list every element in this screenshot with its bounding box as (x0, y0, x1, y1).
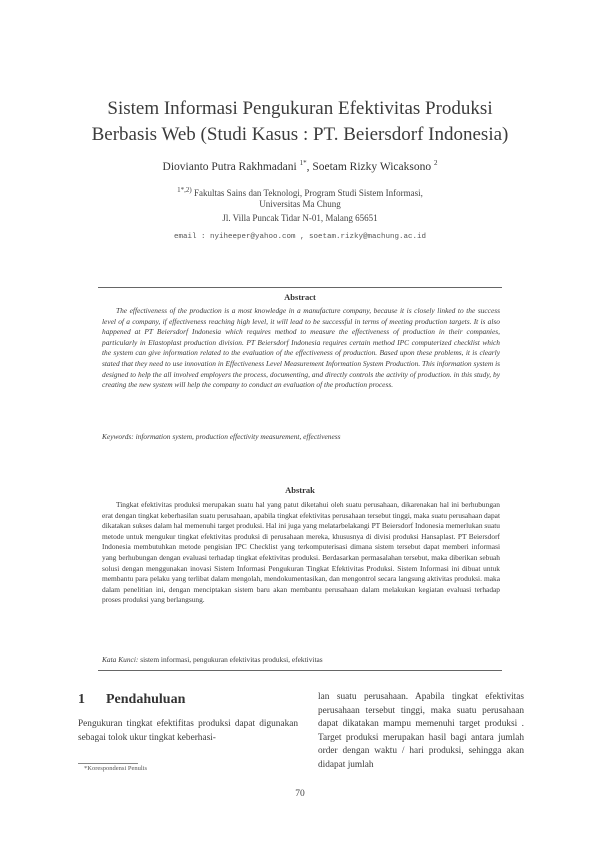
abstract-bottom-rule (98, 670, 502, 671)
title-line-2: Berbasis Web (Studi Kasus : PT. Beiersdorf Indonesia) (91, 124, 509, 145)
affiliation-line-1 (40, 184, 560, 199)
abstract-english-body: The effectiveness of the production is a most knowledge in a manufacture company, because it is closely linked to the success level of a company, if effectiveness reaching high level, it will lead to be successful in terms of meeting production targets. It is also happened at PT Beiersdorf Indonesia which requires method to measure the effectiveness of production in their companies, particularly in Elastoplast production division. PT Beiersdorf Indonesia requires certain method IPC computerized checklist which the system can give information related to the evaluation of the effectiveness of production. Based upon these problems, it is clearly stated that they need to use innovation in Effectiveness Level Measurement Information System Production. This information system is designed to help the all involved employers the process, documenting, and directly controls the activity of production. in this study, by creating the new system will help the company to conduct an evaluation of the production process. (102, 306, 500, 390)
affiliation-faculty: Fakultas Sains dan Teknologi, Program Studi Sistem Informasi, (193, 188, 423, 198)
abstrak-heading: Abstrak (285, 485, 315, 495)
left-column-text: Pengukuran tingkat efektifitas produksi dapat digunakan sebagai tolok ukur tingkat keberhasi- (78, 719, 298, 743)
author-list (40, 159, 560, 173)
author-2: Soetam Rizky Wicaksono (312, 160, 432, 173)
keywords-indonesian (102, 655, 500, 664)
right-column-text: lan suatu perusahaan. Apabila tingkat efektivitas perusahaan tersebut tinggi, maka suatu perusahaan dapat dikatakan mampu memenuhi target produksi . Target produksi merupakan hasil bagi antara jumlah order dengan waktu / hari produksi, sehingga akan didapat jumlah (318, 692, 524, 770)
affiliation-university: Universitas Ma Chung (259, 199, 341, 209)
email-line: email : nyiheeper@yahoo.com , soetam.rizky@machung.ac.id (173, 233, 427, 241)
abstrak-indonesian-body: Tingkat efektivitas produksi merupakan suatu hal yang patut diketahui oleh suatu perusahaan, dikarenakan hal ini berhubungan erat dengan tingkat keberhasilan suatu perusahaan, apabila tingkat efektivitas perusahaan tersebut tinggi, maka suatu perusahaan dapat dikatakan sukses dalam hal memenuhi target produksi. Hal ini juga yang melatarbelakangi PT Beiersdorf Indonesia memerlukan suatu metode untuk mengukur tingkat efektivitas produksi di perusahaan mereka, khususnya di divisi produksi Hansaplast. PT Beiersdorf Indonesia membutuhkan metode pengisian IPC Checklist yang terkomputerisasi dimana sistem tersebut dapat memberi informasi yang berhubungan dengan evaluasi terhadap tingkat efektivitas produksi. Berdasarkan permasalahan tersebut, maka diberikan sebuah solusi dengan menggunakan inovasi Sistem Informasi Pengukuran Tingkat Efektivitas Produksi. Sistem Informasi ini dibuat untuk membantu para pelaku yang terlibat dalam mengolah, mendokumentasikan, dan mengontrol secara langsung aktivitas produksi. maka dalam penelitian ini, dengan menciptakan sistem baru akan membantu perusahaan dalam melakukan kegiatan evaluasi terhadap proses produksi yang berlangsung. (102, 500, 500, 605)
section-heading (78, 692, 185, 708)
abstract-heading: Abstract (284, 292, 316, 302)
affiliation-address: Jl. Villa Puncak Tidar N-01, Malang 65651 (222, 213, 378, 223)
section-title: Pendahuluan (106, 692, 186, 707)
author-2-marker: 2 (433, 159, 438, 167)
keywords-text: information system, production effectivity measurement, effectiveness (133, 432, 341, 441)
author-1-marker: 1* (299, 159, 307, 167)
kata-kunci-text: sistem informasi, pengukuran efektivitas produksi, efektivitas (138, 655, 323, 664)
footnote: *Korespondensi Penulis (84, 765, 148, 772)
keywords-english (102, 432, 500, 441)
keywords-label: Keywords: (102, 432, 134, 441)
paper-title (40, 96, 560, 148)
page-number: 70 (295, 789, 305, 799)
kata-kunci-label: Kata Kunci: (102, 655, 139, 664)
affiliation-marker: 1*,2) (177, 186, 192, 194)
author-separator: , (306, 160, 313, 173)
section-number: 1 (78, 692, 85, 707)
title-line-1: Sistem Informasi Pengukuran Efektivitas Produksi (107, 98, 493, 119)
footnote-rule (78, 763, 138, 764)
author-1: Diovianto Putra Rakhmadani (162, 160, 297, 173)
abstract-top-rule (98, 287, 502, 288)
